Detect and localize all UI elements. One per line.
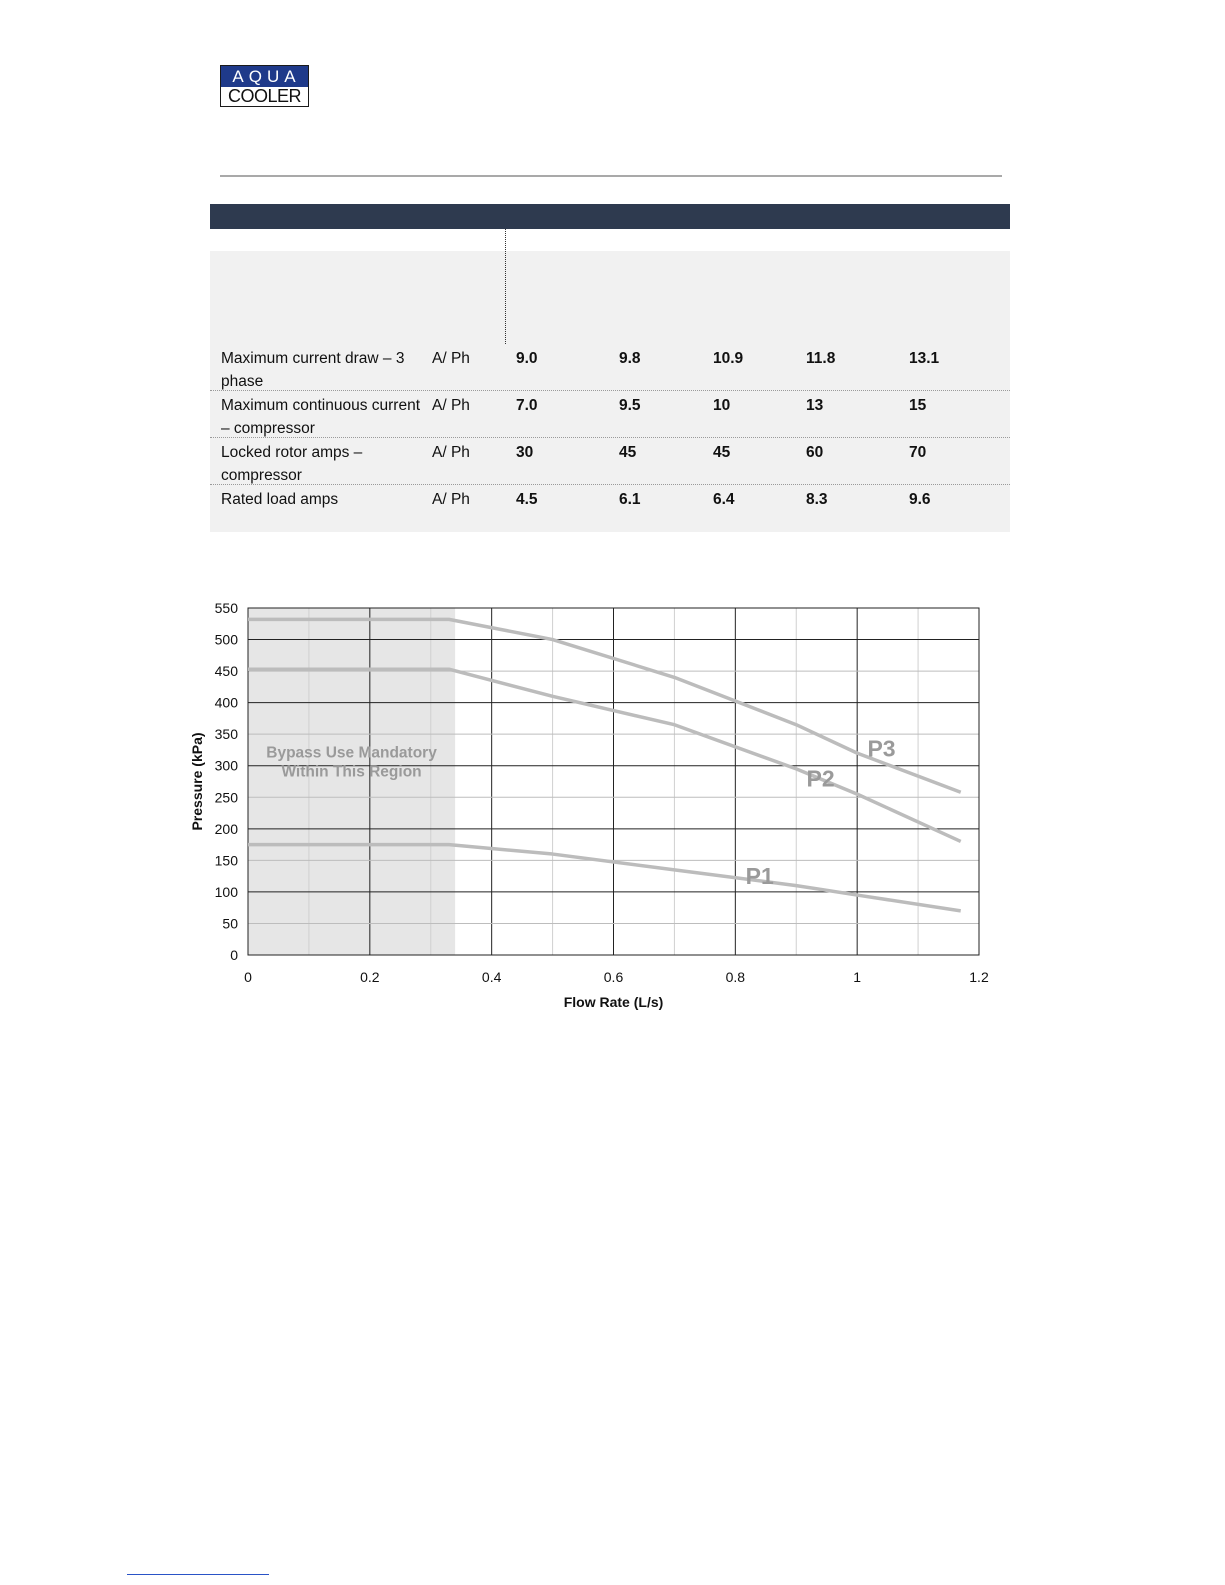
y-axis-label: Pressure (kPa) xyxy=(189,732,205,831)
row-value: 10 xyxy=(713,397,731,414)
y-tick-label: 150 xyxy=(214,852,238,869)
x-tick-label: 1.2 xyxy=(969,969,989,985)
y-tick-label: 250 xyxy=(214,789,238,806)
table-header-bar xyxy=(210,204,1010,229)
row-value: 6.4 xyxy=(713,491,735,508)
y-tick-label: 350 xyxy=(214,726,238,743)
row-value: 30 xyxy=(516,444,534,461)
row-value: 9.0 xyxy=(516,350,538,367)
y-tick-label: 550 xyxy=(214,600,238,616)
row-value: 9.5 xyxy=(619,397,641,414)
y-tick-label: 100 xyxy=(214,883,238,900)
row-value: 8.3 xyxy=(806,491,828,508)
row-value: 70 xyxy=(909,444,927,461)
header-divider xyxy=(220,175,1002,177)
table-row xyxy=(210,344,1010,391)
row-value: 9.6 xyxy=(909,491,931,508)
row-label: Maximum continuous current – compressor xyxy=(221,397,420,437)
x-tick-label: 0.4 xyxy=(481,969,502,985)
table-row xyxy=(210,390,1010,438)
row-value: 13 xyxy=(806,397,824,414)
bypass-region xyxy=(248,608,455,955)
y-tick-label: 500 xyxy=(214,631,238,648)
x-tick-label: 0.8 xyxy=(725,969,746,985)
row-value: 4.5 xyxy=(516,491,538,508)
row-label: Maximum current draw – 3 phase xyxy=(221,350,405,390)
bypass-region-label-line-1: Bypass Use Mandatory xyxy=(266,744,437,762)
row-label: Rated load amps xyxy=(221,491,339,508)
footer-link-underline[interactable] xyxy=(127,1574,269,1575)
y-tick-label: 300 xyxy=(214,757,238,774)
row-unit: A/ Ph xyxy=(432,397,470,414)
row-value: 45 xyxy=(619,444,637,461)
y-tick-label: 0 xyxy=(230,947,238,963)
x-axis-label: Flow Rate (L/s) xyxy=(563,994,664,1010)
table-column-divider xyxy=(505,229,506,344)
series-label-p1: P1 xyxy=(745,863,774,890)
x-tick-label: 0.2 xyxy=(360,969,380,985)
bypass-region-label-line-2: Within This Region xyxy=(281,763,422,781)
logo-line-2: COOLER xyxy=(221,87,308,106)
y-tick-label: 450 xyxy=(214,663,238,680)
series-label-p3: P3 xyxy=(867,735,896,762)
series-label-p2: P2 xyxy=(806,765,835,792)
table-row xyxy=(210,437,1010,485)
y-tick-label: 200 xyxy=(214,820,238,837)
row-label: Locked rotor amps – compressor xyxy=(221,444,363,484)
x-tick-label: 1 xyxy=(853,969,862,985)
row-value: 7.0 xyxy=(516,397,538,414)
row-value: 45 xyxy=(713,444,731,461)
row-value: 9.8 xyxy=(619,350,641,367)
logo-line-1: AQUA xyxy=(221,66,308,87)
row-value: 60 xyxy=(806,444,824,461)
company-logo xyxy=(220,65,309,107)
y-tick-label: 50 xyxy=(222,915,238,932)
table-row xyxy=(210,484,1010,532)
row-unit: A/ Ph xyxy=(432,491,470,508)
row-value: 10.9 xyxy=(713,350,744,367)
x-tick-label: 0.6 xyxy=(603,969,624,985)
row-unit: A/ Ph xyxy=(432,444,470,461)
pressure-flow-chart xyxy=(180,595,1010,1025)
x-tick-label: 0 xyxy=(244,969,252,985)
row-unit: A/ Ph xyxy=(432,350,470,367)
row-value: 6.1 xyxy=(619,491,641,508)
row-value: 13.1 xyxy=(909,350,940,367)
row-value: 15 xyxy=(909,397,927,414)
row-value: 11.8 xyxy=(806,350,836,367)
y-tick-label: 400 xyxy=(214,694,238,711)
